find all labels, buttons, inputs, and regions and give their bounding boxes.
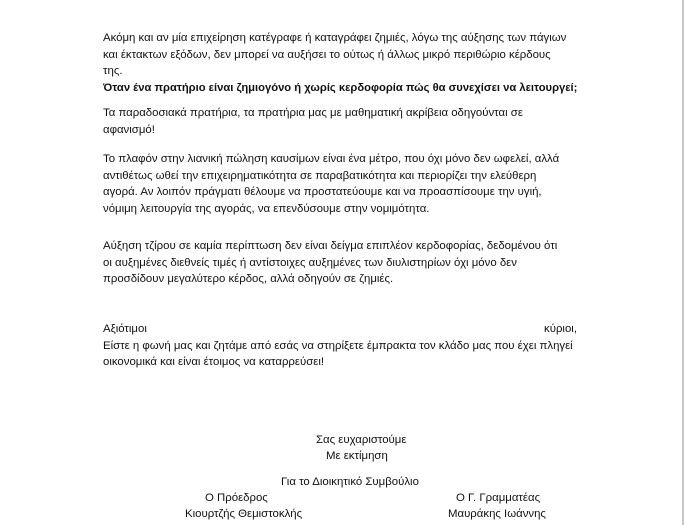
closing-regards: Με εκτίμηση xyxy=(326,450,388,462)
paragraph-line: Ακόμη και αν μία επιχείρηση κατέγραφε ή καταγράφει ζημιές, λόγω της αύξησης των πάγιων xyxy=(103,32,567,44)
paragraph-appeal xyxy=(103,321,577,371)
president-title: Ο Πρόεδρος xyxy=(205,492,268,504)
paragraph-line: αγορά. Αν λοιπόν πράγματι θέλουμε να προστατεύουμε και να προασπίσουμε την υγιή, xyxy=(103,186,542,199)
salutation-line xyxy=(103,321,577,338)
bold-question: Όταν ένα πρατήριο είναι ζημιογόνο ή χωρίς κερδοφορία πώς θα συνεχίσει να λειτουργεί; xyxy=(103,81,578,94)
paragraph-line: Αύξηση τζίρου σε καμία περίπτωση δεν είναι δείγμα επιπλέον κερδοφορίας, δεδομένου ότι xyxy=(103,240,558,252)
paragraph-line: αφανισμό! xyxy=(103,123,155,136)
paragraph-line: και έκτακτων εξόδων, δεν μπορεί να αυξήσει το ούτως ή άλλως μικρό περιθώριο κέρδους xyxy=(103,48,551,61)
closing-board: Για το Διοικητικό Συμβούλιο xyxy=(281,476,419,488)
secretary-name: Μαυράκης Ιωάννης xyxy=(448,508,546,520)
secretary-title: Ο Γ. Γραμματέας xyxy=(456,492,541,504)
president-name: Κιουρτζής Θεμιστοκλής xyxy=(185,508,303,520)
paragraph-turnover xyxy=(103,238,577,288)
paragraph-line: Τα παραδοσιακά πρατήρια, τα πρατήρια μας με μαθηματική ακρίβεια οδηγούνται σε xyxy=(103,107,523,119)
paragraph-line: Το πλαφόν στην λιανική πώληση καυσίμων είναι ένα μέτρο, που όχι μόνο δεν ωφελεί, αλλά xyxy=(103,153,560,165)
paragraph-line: νόμιμη λειτουργία της αγοράς, να επενδύσουμε στην νομιμότητα. xyxy=(103,202,430,215)
salutation-right: κύριοι, xyxy=(544,323,577,335)
salutation-left: Αξιότιμοι xyxy=(103,323,147,335)
paragraph-line: προσδίδουν μεγαλύτερο κέρδος, αλλά οδηγούν σε ζημιές. xyxy=(103,273,394,286)
paragraph-traditional-stations xyxy=(103,105,577,138)
paragraph-losses xyxy=(103,30,577,96)
paragraph-price-cap xyxy=(103,151,577,217)
paragraph-line: οικονομικά και είναι έτοιμος να καταρρεύσει! xyxy=(103,356,325,369)
paragraph-line: Είστε η φωνή μας και ζητάμε από εσάς να στηρίξετε έμπρακτα τον κλάδο μας που έχει πληγεί xyxy=(103,339,573,352)
paragraph-line: της. xyxy=(103,65,123,78)
paragraph-line: οι αυξημένες διεθνείς τιμές ή αντίστοιχες αυξημένες των διυλιστηρίων όχι μόνο δεν xyxy=(103,256,517,269)
closing-thanks: Σας ευχαριστούμε xyxy=(316,434,407,446)
paragraph-line: αντιθέτως ωθεί την επιχειρηματικότητα σε παραβατικότητα και περιορίζει την ελεύθερη xyxy=(103,169,537,182)
